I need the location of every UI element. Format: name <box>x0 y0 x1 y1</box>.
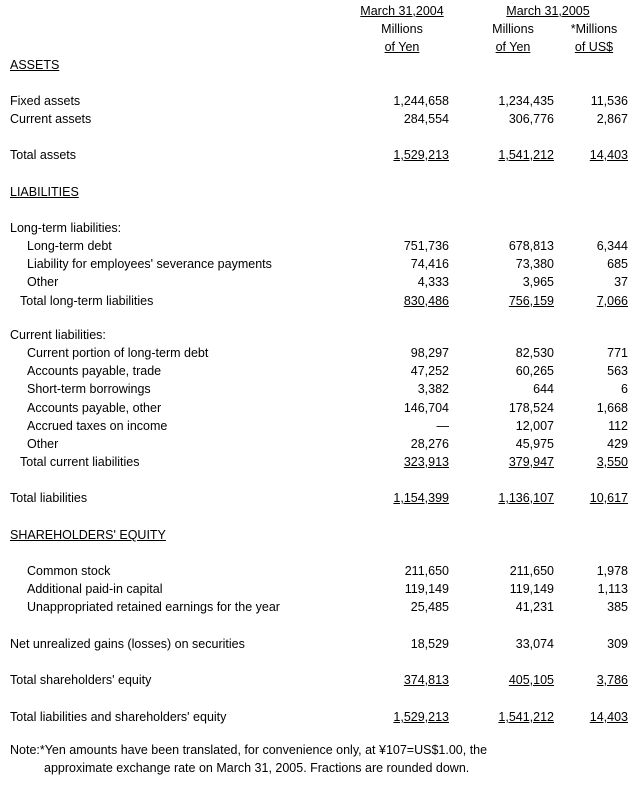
footnote-line-2: approximate exchange rate on March 31, 2005. Fractions are rounded down. <box>44 761 470 775</box>
value-2005-usd: 685 <box>607 257 628 271</box>
row-label: Total current liabilities <box>20 455 140 469</box>
value-2004-yen: 1,529,213 <box>393 710 449 724</box>
row-label: Total shareholders' equity <box>10 673 152 687</box>
row-label: Liability for employees' severance payments <box>27 257 272 271</box>
row-label: Common stock <box>27 564 111 578</box>
row-label: Total liabilities and shareholders' equity <box>10 710 227 724</box>
value-2004-yen: 1,529,213 <box>393 148 449 162</box>
subsection-current <box>0 326 638 344</box>
footnote <box>10 741 630 777</box>
section-heading: LIABILITIES <box>10 185 79 199</box>
value-2004-yen: 211,650 <box>404 564 449 578</box>
row-label: Other <box>27 437 59 451</box>
row-label: Unappropriated retained earnings for the year <box>27 600 280 614</box>
value-2005-usd: 7,066 <box>596 294 628 308</box>
section-equity <box>0 526 638 544</box>
header-col1-unit-line2: of Yen <box>384 40 420 54</box>
section-liabilities <box>0 183 638 201</box>
value-2005-usd: 563 <box>607 364 628 378</box>
value-2005-usd: 309 <box>607 637 628 651</box>
value-2004-yen: — <box>436 419 449 433</box>
value-2005-yen: 1,136,107 <box>498 491 554 505</box>
value-2004-yen: 830,486 <box>403 294 449 308</box>
value-2005-yen: 45,975 <box>515 437 554 451</box>
value-2005-yen: 405,105 <box>508 673 554 687</box>
value-2005-yen: 73,380 <box>515 257 554 271</box>
table-row <box>0 237 638 255</box>
header-col1-unit-line1: Millions <box>381 22 423 36</box>
value-2005-usd: 14,403 <box>589 710 628 724</box>
row-label: Accounts payable, trade <box>27 364 162 378</box>
header-date-2005: March 31,2005 <box>506 4 590 18</box>
row-label: Total assets <box>10 148 77 162</box>
row-label: Fixed assets <box>10 94 81 108</box>
value-2005-yen: 644 <box>533 382 554 396</box>
value-2005-usd: 11,536 <box>590 94 628 108</box>
value-2005-yen: 60,265 <box>515 364 554 378</box>
value-2005-yen: 119,149 <box>509 582 554 596</box>
table-row <box>0 598 638 616</box>
header-col2-unit-line1: Millions <box>492 22 534 36</box>
table-row <box>0 562 638 580</box>
row-label: Additional paid-in capital <box>27 582 163 596</box>
value-2005-usd: 3,786 <box>596 673 628 687</box>
value-2004-yen: 18,529 <box>410 637 449 651</box>
row-label: Current portion of long-term debt <box>27 346 209 360</box>
value-2004-yen: 47,252 <box>410 364 449 378</box>
table-row <box>0 380 638 398</box>
value-2005-usd: 37 <box>614 275 628 289</box>
table-row <box>0 92 638 110</box>
header-col2-unit-line2: of Yen <box>495 40 531 54</box>
table-row-subtotal <box>0 453 638 471</box>
table-row-total <box>0 489 638 507</box>
row-label: Net unrealized gains (losses) on securities <box>10 637 245 651</box>
value-2005-usd: 429 <box>607 437 628 451</box>
subsection-heading: Current liabilities: <box>10 328 106 342</box>
header-col3-unit-line2: of US$ <box>574 40 614 54</box>
value-2005-yen: 178,524 <box>508 401 554 415</box>
row-label: Total liabilities <box>10 491 88 505</box>
row-label: Accounts payable, other <box>27 401 162 415</box>
subsection-heading: Long-term liabilities: <box>10 221 122 235</box>
value-2004-yen: 751,736 <box>403 239 449 253</box>
value-2004-yen: 1,154,399 <box>393 491 449 505</box>
header-col3-unit-line1: *Millions <box>570 22 618 36</box>
row-label: Current assets <box>10 112 92 126</box>
table-row <box>0 255 638 273</box>
value-2005-yen: 41,231 <box>515 600 554 614</box>
value-2005-usd: 112 <box>608 419 628 433</box>
value-2004-yen: 374,813 <box>403 673 449 687</box>
value-2004-yen: 74,416 <box>410 257 449 271</box>
value-2005-yen: 3,965 <box>522 275 554 289</box>
value-2004-yen: 119,149 <box>404 582 449 596</box>
row-label: Short-term borrowings <box>27 382 151 396</box>
value-2005-yen: 678,813 <box>508 239 554 253</box>
row-label: Total long-term liabilities <box>20 294 154 308</box>
row-label: Accrued taxes on income <box>27 419 168 433</box>
value-2004-yen: 28,276 <box>410 437 449 451</box>
table-row-subtotal <box>0 292 638 310</box>
value-2005-usd: 6,344 <box>596 239 628 253</box>
value-2005-usd: 1,978 <box>596 564 628 578</box>
table-row <box>0 635 638 653</box>
header-date-2004: March 31,2004 <box>360 4 444 18</box>
value-2004-yen: 98,297 <box>410 346 449 360</box>
value-2005-usd: 10,617 <box>589 491 628 505</box>
value-2005-yen: 1,541,212 <box>498 710 554 724</box>
table-row-total <box>0 671 638 689</box>
row-label: Other <box>27 275 59 289</box>
subsection-long-term <box>0 219 638 237</box>
section-heading: SHAREHOLDERS' EQUITY <box>10 528 166 542</box>
value-2004-yen: 3,382 <box>417 382 449 396</box>
value-2005-yen: 1,234,435 <box>498 94 554 108</box>
row-label: Long-term debt <box>27 239 112 253</box>
value-2005-usd: 1,668 <box>596 401 628 415</box>
value-2005-yen: 756,159 <box>508 294 554 308</box>
value-2005-usd: 14,403 <box>589 148 628 162</box>
value-2004-yen: 146,704 <box>403 401 449 415</box>
table-row-total <box>0 146 638 164</box>
table-row <box>0 362 638 380</box>
value-2004-yen: 284,554 <box>403 112 449 126</box>
value-2005-yen: 33,074 <box>515 637 554 651</box>
value-2004-yen: 25,485 <box>410 600 449 614</box>
table-row <box>0 110 638 128</box>
table-row <box>0 273 638 291</box>
value-2005-usd: 385 <box>607 600 628 614</box>
table-row-grand-total <box>0 708 638 726</box>
section-heading: ASSETS <box>10 58 60 72</box>
value-2005-yen: 306,776 <box>508 112 554 126</box>
value-2005-yen: 82,530 <box>515 346 554 360</box>
value-2005-usd: 6 <box>621 382 628 396</box>
table-row <box>0 344 638 362</box>
value-2004-yen: 4,333 <box>417 275 449 289</box>
section-assets <box>0 56 638 74</box>
value-2005-yen: 12,007 <box>515 419 554 433</box>
footnote-line-1: Note:*Yen amounts have been translated, for convenience only, at ¥107=US$1.00, the <box>10 743 488 757</box>
value-2004-yen: 323,913 <box>403 455 449 469</box>
table-row <box>0 435 638 453</box>
table-row <box>0 417 638 435</box>
value-2005-yen: 211,650 <box>509 564 554 578</box>
value-2005-usd: 771 <box>607 346 628 360</box>
value-2005-usd: 1,113 <box>597 582 628 596</box>
value-2005-usd: 3,550 <box>596 455 628 469</box>
value-2005-yen: 1,541,212 <box>498 148 554 162</box>
table-row <box>0 399 638 417</box>
value-2005-usd: 2,867 <box>596 112 628 126</box>
table-row <box>0 580 638 598</box>
value-2004-yen: 1,244,658 <box>393 94 449 108</box>
value-2005-yen: 379,947 <box>508 455 554 469</box>
